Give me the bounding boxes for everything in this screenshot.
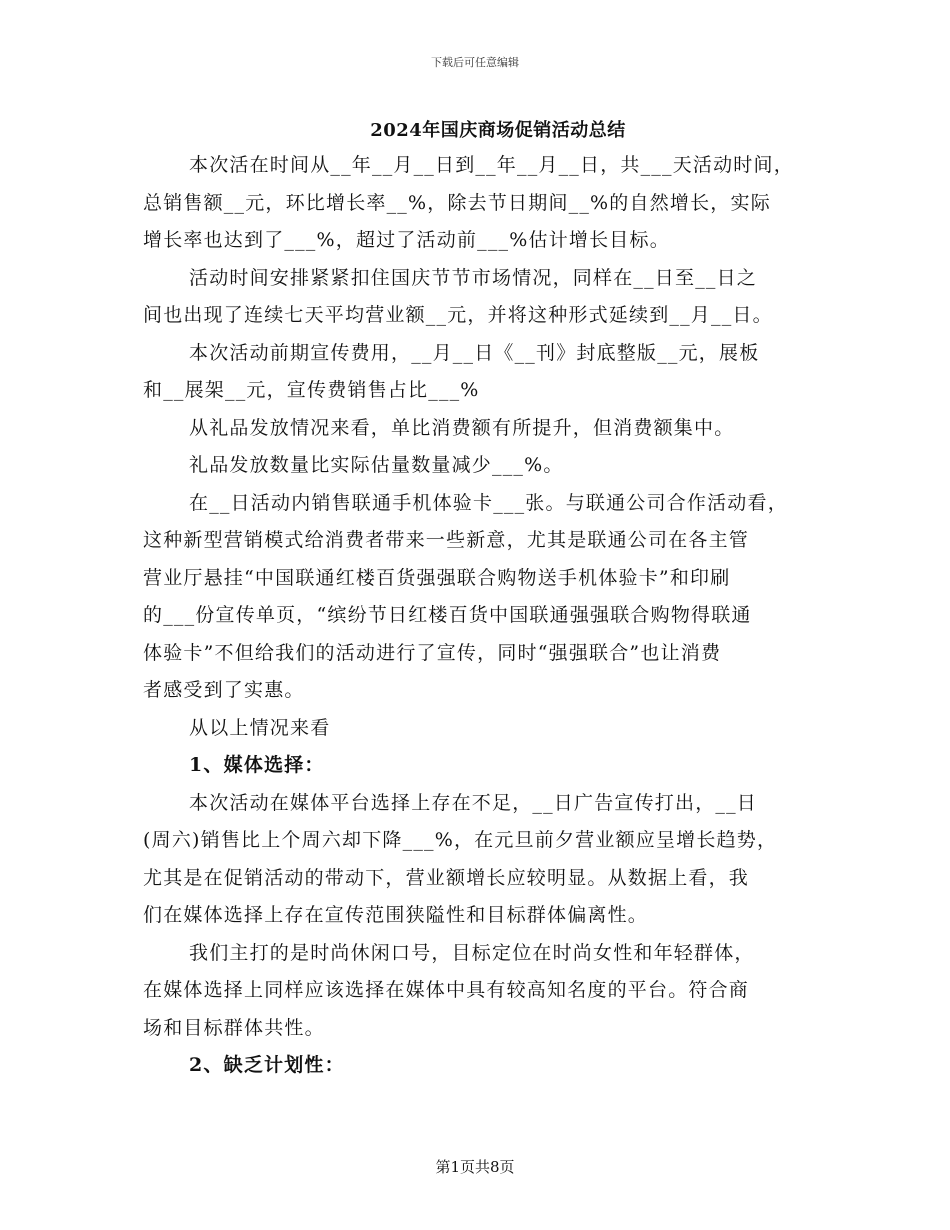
paragraph-line: 们在媒体选择上存在宣传范围狭隘性和目标群体偏离性。 [143, 904, 649, 926]
paragraph-line: 在媒体选择上同样应该选择在媒体中具有较高知名度的平台。符合商 [143, 979, 750, 1001]
paragraph-line: 从礼品发放情况来看，单比消费额有所提升，但消费额集中。 [189, 416, 735, 439]
paragraph-line: 尤其是在促销活动的带动下，营业额增长应较明显。从数据上看，我 [143, 866, 750, 889]
page-number-footer: 第1页共8页 [435, 1158, 515, 1176]
document-title: 2024年国庆商场促销活动总结 [370, 120, 626, 141]
paragraph-line: 总销售额__元，环比增长率__%，除去节日期间__%的自然增长，实际 [143, 191, 771, 214]
paragraph-line: 我们主打的是时尚休闲口号，目标定位在时尚女性和年轻群体， [189, 941, 755, 964]
section-heading: 1、媒体选择： [189, 754, 325, 776]
paragraph-line: (周六)销售比上个周六却下降___%，在元旦前夕营业额应呈增长趋势， [143, 829, 778, 851]
paragraph-line: 本次活在时间从__年__月__日到__年__月__日，共___天活动时间， [189, 154, 794, 176]
header-note: 下载后可任意编辑 [431, 56, 519, 69]
paragraph-line: 间也出现了连续七天平均营业额__元，并将这种形式延续到__月__日。 [143, 304, 773, 326]
paragraph-line: 在__日活动内销售联通手机体验卡___张。与联通公司合作活动看， [189, 491, 788, 514]
paragraph-line: 本次活动前期宣传费用，__月__日《__刊》封底整版__元，展板 [189, 341, 760, 364]
paragraph-line: 营业厅悬挂“中国联通红楼百货强强联合购物送手机体验卡”和印刷 [143, 566, 731, 589]
paragraph-line: 增长率也达到了___%，超过了活动前___%估计增长目标。 [143, 229, 670, 251]
paragraph-line: 从以上情况来看 [189, 716, 331, 739]
paragraph-line: 活动时间安排紧紧扣住国庆节节市场情况，同样在__日至__日之 [189, 266, 758, 289]
paragraph-line: 者感受到了实惠。 [143, 679, 305, 701]
section-heading: 2、缺乏计划性： [189, 1054, 345, 1076]
paragraph-line: 礼品发放数量比实际估量数量减少___%。 [189, 454, 564, 476]
document-body [143, 147, 815, 1085]
paragraph-line: 本次活动在媒体平台选择上存在不足，__日广告宣传打出，__日 [189, 791, 758, 814]
paragraph-line: 场和目标群体共性。 [143, 1016, 325, 1039]
paragraph-line: 体验卡”不但给我们的活动进行了宣传，同时“强强联合”也让消费 [143, 641, 722, 664]
paragraph-line: 和__展架__元，宣传费销售占比___% [143, 379, 480, 401]
paragraph-line: 这种新型营销模式给消费者带来一些新意，尤其是联通公司在各主管 [143, 529, 750, 551]
paragraph-line: 的___份宣传单页，“缤纷节日红楼百货中国联通强强联合购物得联通 [143, 604, 752, 626]
